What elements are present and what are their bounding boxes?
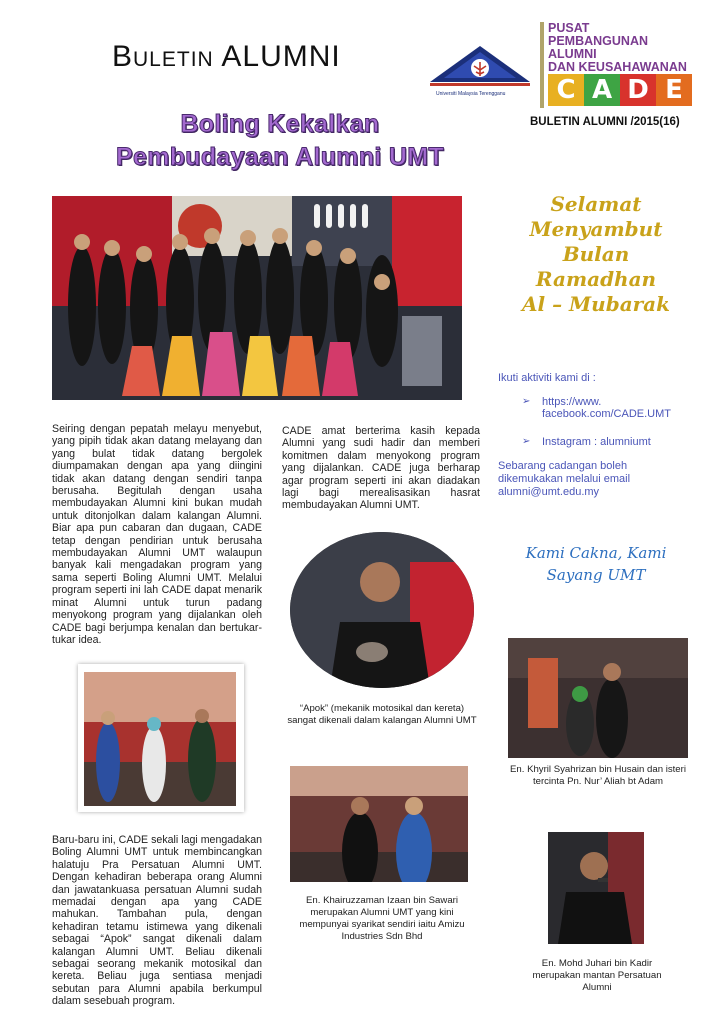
article-paragraph-1: Seiring dengan pepatah melayu menyebut, yang pipih tidak akan datang melayang dan yang bulat tidak datang bergolek diumpamakan dengan apa yang diingini tidak akan datang dengan sendiri tanpa berusaha. Begitulah dengan usaha membudayakan Alumni kini bukan mudah untuk ditonjolkan dalam kalangan Alumni. Biar apa pun cabaran dan dugaan, CADE tetap dengan pendirian untuk berusaha membudayakan Alumni UMT walaupun banyak kali mengadakan program yang sama seperti Boling Alumni UMT. Melalui program seperti ini lah CADE dapat menarik minat Alumni untuk turun padang menyokong program yang dijalankan oleh CADE bagi berjumpa kenalan dan bertukar-tukar idea.	[52, 423, 262, 646]
suggestion-text: Sebarang cadangan boleh dikemukakan melalui email alumni@umt.edu.my	[498, 460, 631, 498]
cade-letter-e: E	[656, 74, 692, 106]
cade-line-2: PEMBANGUNAN	[548, 34, 648, 48]
bulletin-title: Buletin ALUMNI	[112, 40, 341, 73]
cade-letter-a: A	[584, 74, 620, 106]
cade-letter-c: C	[548, 74, 584, 106]
greeting-line-3: Bulan	[562, 242, 630, 266]
umt-logo	[424, 40, 536, 102]
headline-line-1: Boling Kekalkan	[180, 110, 380, 138]
apok-photo	[290, 532, 474, 688]
apok-caption: “Apok” (mekanik motosikal dan kereta) sangat dikenali dalam kalangan Alumni UMT	[287, 703, 477, 726]
juhari-caption: En. Mohd Juhari bin Kadir merupakan mantan Persatuan Alumni	[532, 958, 662, 993]
juhari-photo	[548, 832, 644, 944]
arrow-bullet-icon: ➢	[522, 436, 531, 447]
khyril-caption: En. Khyril Syahrizan bin Husain dan isteri tercinta Pn. Nur’ Aliah bt Adam	[510, 764, 686, 787]
facebook-link-line-1[interactable]: https://www.	[542, 396, 602, 408]
cade-line-1: PUSAT	[548, 21, 590, 35]
greeting-line-2: Menyambut	[529, 217, 663, 241]
khyril-photo	[508, 638, 688, 758]
cade-line-3: ALUMNI	[548, 47, 597, 61]
small-group-photo	[84, 672, 236, 806]
arrow-bullet-icon: ➢	[522, 396, 531, 407]
greeting-line-4: Ramadhan	[535, 267, 657, 291]
article-paragraph-2: CADE amat berterima kasih kepada Alumni yang sudi hadir dan memberi komitmen dalam menyokong program yang dijalankan. CADE juga berharap agar program seperti ini akan diadakan lagi bagi merealisasikan hasrat membudayakan Alumni UMT.	[282, 425, 480, 512]
cade-logo-bar	[540, 22, 544, 108]
umt-emblem-icon	[424, 40, 536, 90]
cade-logo-title	[548, 22, 687, 74]
slogan-line-1: Kami Cakna, Kami	[525, 544, 667, 562]
ramadan-greeting	[506, 192, 686, 317]
khairuzzaman-photo	[290, 766, 468, 882]
facebook-link[interactable]	[522, 396, 671, 420]
headline-line-2: Pembudayaan Alumni UMT	[116, 143, 444, 171]
khairuzzaman-caption: En. Khairuzzaman Izaan bin Sawari merupakan Alumni UMT yang kini mempunyai syarikat sendiri iaitu Amizu Industries Sdn Bhd	[299, 895, 465, 942]
issue-label: BULETIN ALUMNI /2015(16)	[530, 116, 680, 128]
greeting-line-1: Selamat	[550, 192, 642, 216]
instagram-link[interactable]	[522, 436, 651, 448]
greeting-line-5: Al – Mubarak	[521, 292, 671, 316]
small-group-photo-frame	[78, 664, 244, 812]
slogan	[506, 542, 686, 586]
umt-logo-caption: Universiti Malaysia Terengganu	[436, 91, 506, 97]
cade-letter-d: D	[620, 74, 656, 106]
article-headline	[60, 108, 500, 174]
follow-label: Ikuti aktiviti kami di :	[498, 372, 596, 384]
cade-line-4: DAN KEUSAHAWANAN	[548, 60, 687, 74]
instagram-link-text[interactable]: Instagram : alumniumt	[542, 436, 651, 448]
article-paragraph-3: Baru-baru ini, CADE sekali lagi mengadakan Boling Alumni UMT untuk membincangkan halatuju Pra Persatuan Alumni UMT. Dengan kehadiran beberapa orang Alumni dan jawatankuasa persatuan Alumni sudah memadai dengan apa yang CADE mahukan. Tambahan pula, dengan kehadiran tetamu istimewa yang dikenali sebagai “Apok” sangat dikenali dalam kalangan Alumni UMT. Beliau dikenali sebagai seorang mekanik motosikal dan kereta. Beliau juga sentiasa menjadi sebutan para Alumni apabila berkumpul dalam sesebuah program.	[52, 834, 262, 1008]
group-photo	[52, 196, 462, 400]
cade-logo	[540, 22, 700, 108]
slogan-line-2: Sayang UMT	[546, 566, 646, 584]
facebook-link-line-2[interactable]: facebook.com/CADE.UMT	[542, 408, 671, 420]
cade-letter-blocks	[548, 74, 692, 106]
